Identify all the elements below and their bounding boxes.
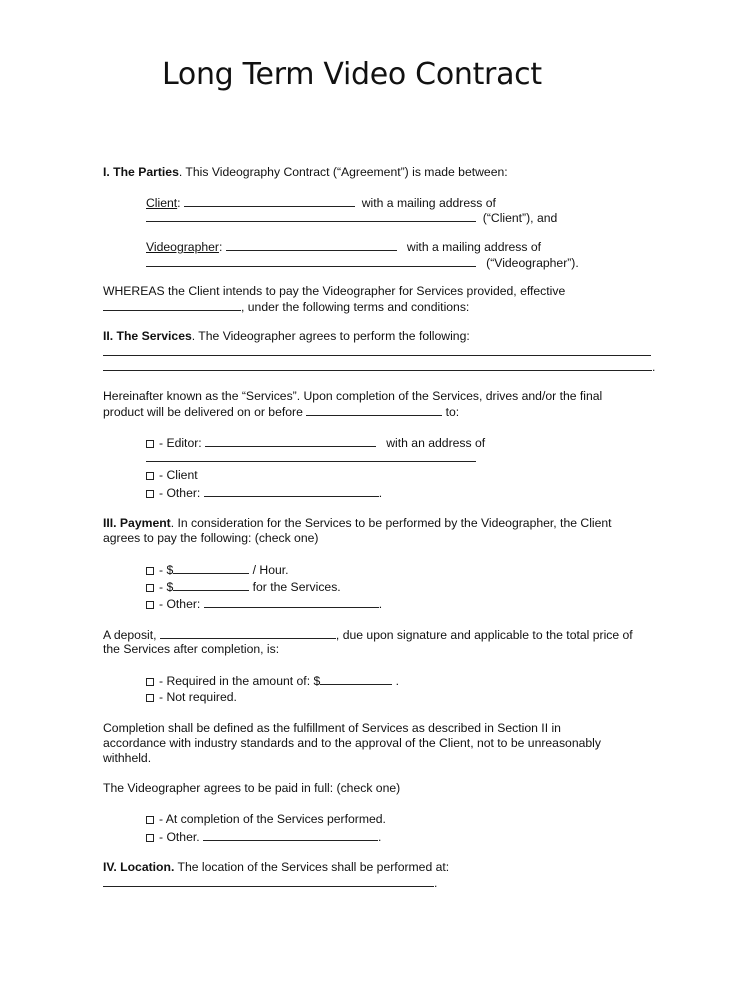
payment-services-checkbox[interactable]: [146, 584, 154, 592]
location-heading: IV. Location.: [103, 860, 175, 874]
deposit-line-1: [103, 627, 633, 643]
payment-other-blank[interactable]: [204, 596, 379, 608]
client-line-2: [146, 210, 557, 226]
paid-other-blank[interactable]: [203, 829, 378, 841]
deposit-line-2: the Services after completion, is:: [103, 642, 280, 656]
client-delivery-option: [146, 468, 198, 483]
services-heading: II. The Services: [103, 329, 192, 343]
whereas-line-2: [103, 299, 469, 315]
videographer-line-2: [146, 255, 579, 271]
paid-full-line: The Videographer agrees to be paid in full: (check one): [103, 781, 401, 795]
flat-rate-blank[interactable]: [173, 579, 249, 591]
other-delivery-label: - Other:: [159, 486, 201, 500]
services-p2-prefix: product will be delivered on or before: [103, 405, 303, 419]
videographer-line1-suffix: with a mailing address of: [406, 240, 542, 254]
delivery-date-blank[interactable]: [306, 404, 442, 416]
payment-paragraph-2: agrees to pay the following: (check one): [103, 531, 319, 545]
deposit-required-checkbox[interactable]: [146, 678, 154, 686]
videographer-line2-suffix: (“Videographer”).: [486, 256, 579, 270]
services-description-blank-1[interactable]: [103, 344, 651, 356]
videographer-address-blank[interactable]: [146, 255, 476, 267]
services-p2: [103, 404, 459, 420]
deposit-required-label: - Required in the amount of: $: [159, 674, 321, 688]
payment-hour-option: [146, 562, 289, 578]
payment-services-option: [146, 579, 341, 595]
deposit-suffix: , due upon signature and applicable to the total price of: [335, 628, 633, 642]
location-blank-line: .: [103, 875, 437, 891]
client-line2-suffix: (“Client”), and: [482, 211, 558, 225]
payment-services-prefix: - $: [159, 580, 174, 594]
location-intro: The location of the Services shall be performed at:: [177, 860, 450, 874]
videographer-name-blank[interactable]: [226, 239, 397, 251]
payment-hour-suffix: / Hour.: [252, 563, 289, 577]
payment-services-suffix: for the Services.: [252, 580, 341, 594]
client-name-blank[interactable]: [184, 195, 355, 207]
services-description-blank-2[interactable]: [103, 359, 652, 371]
at-completion-label: - At completion of the Services performed.: [159, 812, 386, 826]
payment-other-option: - Other: .: [146, 596, 382, 612]
at-completion-option: [146, 812, 386, 827]
whereas-line-1: WHEREAS the Client intends to pay the Videographer for Services provided, effective: [103, 284, 566, 298]
services-intro: . The Videographer agrees to perform the following:: [191, 329, 470, 343]
parties-paragraph: [103, 165, 508, 180]
payment-hour-checkbox[interactable]: [146, 567, 154, 575]
paid-other-option: - Other. .: [146, 829, 381, 845]
parties-heading: I. The Parties: [103, 165, 179, 179]
payment-paragraph-1: [103, 516, 612, 531]
deposit-prefix: A deposit,: [103, 628, 157, 642]
deposit-not-required-checkbox[interactable]: [146, 694, 154, 702]
services-p1: Hereinafter known as the “Services”. Upon completion of the Services, drives and/or the final: [103, 389, 603, 403]
other-delivery-checkbox[interactable]: [146, 490, 154, 498]
videographer-label: Videographer: [146, 240, 219, 254]
client-line-1: Client: with a mailing address of: [146, 196, 496, 210]
services-blank-line-2: .: [103, 359, 655, 375]
payment-other-label: - Other:: [159, 597, 201, 611]
client-delivery-label: - Client: [159, 468, 198, 482]
other-delivery-option: - Other: .: [146, 485, 382, 501]
client-address-blank[interactable]: [146, 210, 476, 222]
deposit-required-option: [146, 673, 399, 689]
other-delivery-blank[interactable]: [204, 485, 379, 497]
deposit-required-blank[interactable]: [320, 673, 392, 685]
services-blank-line-1: [103, 344, 651, 360]
deposit-required-suffix: .: [395, 674, 400, 688]
editor-suffix: with an address of: [386, 436, 486, 450]
hourly-rate-blank[interactable]: [173, 562, 249, 574]
payment-intro: . In consideration for the Services to be performed by the Videographer, the Client: [170, 516, 612, 530]
editor-address-line: [146, 450, 476, 466]
editor-name-blank[interactable]: [205, 435, 376, 447]
completion-line-3: withheld.: [103, 751, 152, 765]
deposit-not-required-label: - Not required.: [159, 690, 237, 704]
deposit-not-required-option: [146, 690, 237, 705]
videographer-line-1: Videographer: with a mailing address of: [146, 240, 542, 254]
editor-label: - Editor:: [159, 436, 202, 450]
payment-other-checkbox[interactable]: [146, 601, 154, 609]
paid-other-checkbox[interactable]: [146, 834, 154, 842]
editor-checkbox[interactable]: [146, 440, 154, 448]
payment-hour-prefix: - $: [159, 563, 174, 577]
editor-address-blank[interactable]: [146, 450, 476, 462]
client-line1-suffix: with a mailing address of: [361, 196, 496, 210]
effective-date-blank[interactable]: [103, 299, 241, 311]
paid-other-label: - Other.: [159, 830, 200, 844]
completion-line-2: accordance with industry standards and to the approval of the Client, not to be unreasonably: [103, 736, 601, 750]
client-label: Client: [146, 196, 178, 210]
at-completion-checkbox[interactable]: [146, 816, 154, 824]
location-paragraph: [103, 860, 449, 875]
client-delivery-checkbox[interactable]: [146, 472, 154, 480]
completion-line-1: Completion shall be defined as the fulfillment of Services as described in Section II in: [103, 721, 561, 735]
services-p2-suffix: to:: [445, 405, 460, 419]
document-title: Long Term Video Contract: [162, 57, 542, 92]
editor-option: [146, 435, 485, 451]
services-paragraph: [103, 329, 470, 344]
location-blank[interactable]: [103, 875, 434, 887]
parties-intro: . This Videography Contract (“Agreement”) is made between:: [178, 165, 508, 179]
payment-heading: III. Payment: [103, 516, 171, 530]
whereas-line2-suffix: , under the following terms and conditions:: [241, 300, 470, 314]
deposit-amount-blank[interactable]: [160, 627, 336, 639]
